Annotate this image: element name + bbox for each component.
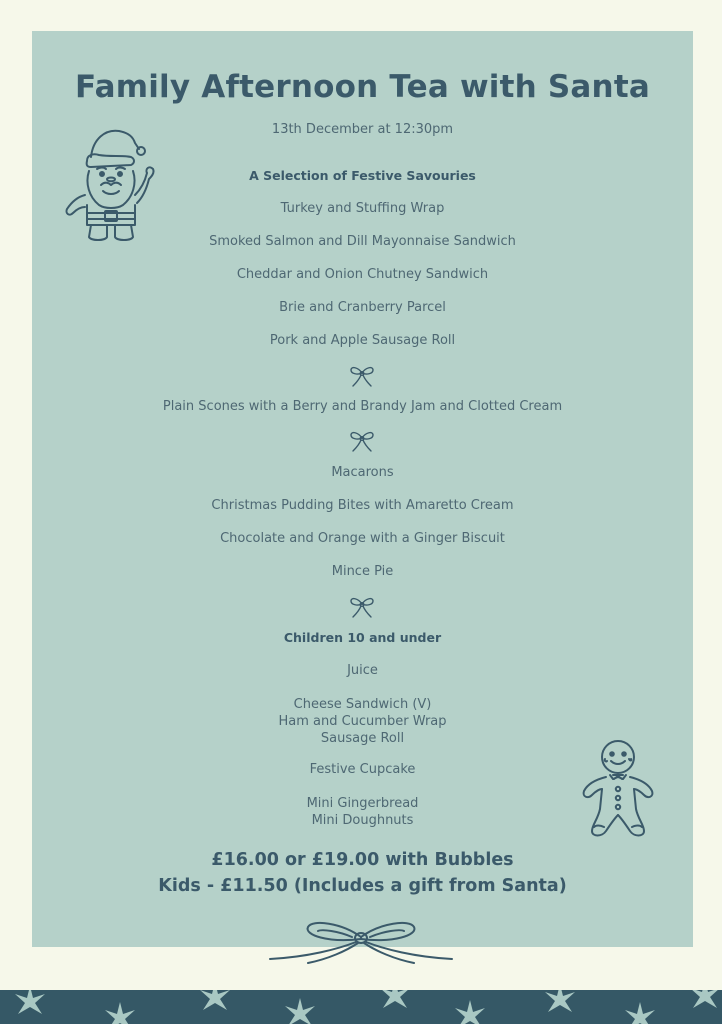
menu-item: Mini Gingerbread [306,796,419,811]
menu-item: Turkey and Stuffing Wrap [280,201,445,216]
star-icon [285,998,315,1024]
bow-icon [348,364,376,388]
menu-item: Chocolate and Orange with a Ginger Biscuit [220,531,505,546]
event-date: 13th December at 12:30pm [271,122,454,137]
menu-item: Macarons [331,465,394,480]
star-icon [15,990,45,1014]
menu-item: Cheddar and Onion Chutney Sandwich [236,267,489,282]
bow-icon [268,917,454,969]
star-icon [545,990,575,1012]
bow-icon [348,595,376,619]
star-icon [455,1000,485,1024]
menu-item: Festive Cupcake [309,762,416,777]
menu-item: Mince Pie [331,564,394,579]
star-icon [690,990,720,1008]
star-pattern [0,990,722,1024]
menu-item: Brie and Cranberry Parcel [279,300,446,315]
bow-icon [348,429,376,453]
menu-item: Christmas Pudding Bites with Amaretto Cream [211,498,514,513]
menu-item: Juice [347,663,378,678]
star-icon [105,1002,135,1024]
menu-item: Smoked Salmon and Dill Mayonnaise Sandwich [209,234,516,249]
menu-item: Ham and Cucumber Wrap [278,714,447,729]
savouries-heading: A Selection of Festive Savouries [249,168,476,183]
gingerbread-man-icon [578,737,658,841]
children-heading: Children 10 and under [283,630,442,645]
footer-pattern [0,990,722,1024]
pricing [32,847,693,899]
scones-item: Plain Scones with a Berry and Brandy Jam and Clotted Cream [162,399,563,414]
menu-item: Mini Doughnuts [311,813,414,828]
menu-panel [32,31,693,947]
kids-price: Kids - £11.50 (Includes a gift from Santa) [158,876,567,896]
star-icon [625,1002,655,1024]
menu-item: Cheese Sandwich (V) [293,697,432,712]
star-icon [200,990,230,1010]
menu-item: Pork and Apple Sausage Roll [269,333,456,348]
menu-item: Sausage Roll [320,731,405,746]
star-icon [380,990,410,1008]
adult-price: £16.00 or £19.00 with Bubbles [211,850,514,870]
page-title: Family Afternoon Tea with Santa [75,69,650,105]
